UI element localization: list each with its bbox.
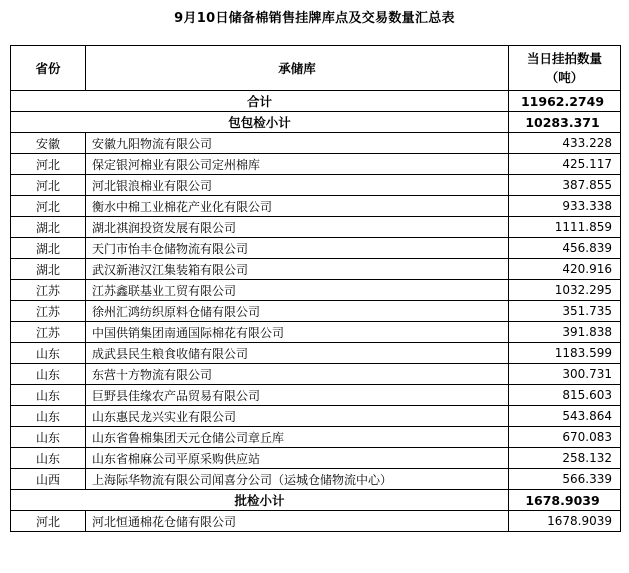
warehouse-cell: 河北恒通棉花仓储有限公司 xyxy=(86,511,509,532)
province-cell: 河北 xyxy=(11,154,86,175)
warehouse-cell: 巨野县佳缘农产品贸易有限公司 xyxy=(86,385,509,406)
warehouse-cell: 湖北祺润投资发展有限公司 xyxy=(86,217,509,238)
warehouse-cell: 山东省鲁棉集团天元仓储公司章丘库 xyxy=(86,427,509,448)
total-label: 合计 xyxy=(11,91,509,112)
table-row xyxy=(11,448,621,469)
header-quantity-line1: 当日挂拍数量 xyxy=(526,51,602,66)
province-cell: 湖北 xyxy=(11,238,86,259)
quantity-cell: 351.735 xyxy=(509,301,621,322)
warehouse-cell: 山东惠民龙兴实业有限公司 xyxy=(86,406,509,427)
province-cell: 江苏 xyxy=(11,280,86,301)
province-cell: 山东 xyxy=(11,406,86,427)
quantity-cell: 433.228 xyxy=(509,133,621,154)
table-row xyxy=(11,406,621,427)
quantity-cell: 300.731 xyxy=(509,364,621,385)
table-row xyxy=(11,238,621,259)
warehouse-cell: 安徽九阳物流有限公司 xyxy=(86,133,509,154)
header-province: 省份 xyxy=(11,46,86,91)
province-cell: 山东 xyxy=(11,343,86,364)
province-cell: 江苏 xyxy=(11,322,86,343)
subtotal-row xyxy=(11,112,621,133)
subtotal-value: 10283.371 xyxy=(509,112,621,133)
quantity-cell: 1183.599 xyxy=(509,343,621,364)
header-quantity-line2: （吨） xyxy=(545,70,584,85)
table-row xyxy=(11,196,621,217)
warehouse-cell: 河北银浪棉业有限公司 xyxy=(86,175,509,196)
province-cell: 河北 xyxy=(11,196,86,217)
quantity-cell: 1111.859 xyxy=(509,217,621,238)
warehouse-cell: 东营十方物流有限公司 xyxy=(86,364,509,385)
table-row xyxy=(11,343,621,364)
quantity-cell: 258.132 xyxy=(509,448,621,469)
table-row xyxy=(11,301,621,322)
table-row xyxy=(11,154,621,175)
province-cell: 山西 xyxy=(11,469,86,490)
summary-table xyxy=(10,45,621,532)
page-title: 9月10日储备棉销售挂牌库点及交易数量汇总表 xyxy=(174,11,455,26)
quantity-cell: 543.864 xyxy=(509,406,621,427)
province-cell: 湖北 xyxy=(11,259,86,280)
warehouse-cell: 成武县民生粮食收储有限公司 xyxy=(86,343,509,364)
total-row xyxy=(11,91,621,112)
warehouse-cell: 衡水中棉工业棉花产业化有限公司 xyxy=(86,196,509,217)
quantity-cell: 815.603 xyxy=(509,385,621,406)
warehouse-cell: 上海际华物流有限公司闻喜分公司（运城仓储物流中心） xyxy=(86,469,509,490)
table-row xyxy=(11,133,621,154)
warehouse-cell: 中国供销集团南通国际棉花有限公司 xyxy=(86,322,509,343)
quantity-cell: 387.855 xyxy=(509,175,621,196)
quantity-cell: 425.117 xyxy=(509,154,621,175)
quantity-cell: 1032.295 xyxy=(509,280,621,301)
table-row xyxy=(11,364,621,385)
quantity-cell: 670.083 xyxy=(509,427,621,448)
subtotal-value: 1678.9039 xyxy=(509,490,621,511)
quantity-cell: 1678.9039 xyxy=(509,511,621,532)
subtotal-label: 包包检小计 xyxy=(11,112,509,133)
header-warehouse: 承储库 xyxy=(86,46,509,91)
province-cell: 山东 xyxy=(11,385,86,406)
quantity-cell: 933.338 xyxy=(509,196,621,217)
province-cell: 湖北 xyxy=(11,217,86,238)
table-row xyxy=(11,217,621,238)
total-value: 11962.2749 xyxy=(509,91,621,112)
subtotal-row xyxy=(11,490,621,511)
warehouse-cell: 山东省棉麻公司平原采购供应站 xyxy=(86,448,509,469)
subtotal-label: 批检小计 xyxy=(11,490,509,511)
province-cell: 安徽 xyxy=(11,133,86,154)
table-row xyxy=(11,511,621,532)
province-cell: 河北 xyxy=(11,175,86,196)
table-row xyxy=(11,259,621,280)
header-row xyxy=(11,46,621,91)
table-row xyxy=(11,322,621,343)
quantity-cell: 420.916 xyxy=(509,259,621,280)
table-row xyxy=(11,175,621,196)
warehouse-cell: 天门市怡丰仓储物流有限公司 xyxy=(86,238,509,259)
warehouse-cell: 武汉新港汉江集装箱有限公司 xyxy=(86,259,509,280)
province-cell: 河北 xyxy=(11,511,86,532)
quantity-cell: 566.339 xyxy=(509,469,621,490)
table-row xyxy=(11,385,621,406)
warehouse-cell: 徐州汇鸿纺织原料仓储有限公司 xyxy=(86,301,509,322)
table-row xyxy=(11,280,621,301)
province-cell: 山东 xyxy=(11,364,86,385)
quantity-cell: 456.839 xyxy=(509,238,621,259)
warehouse-cell: 保定银河棉业有限公司定州棉库 xyxy=(86,154,509,175)
table-row xyxy=(11,427,621,448)
province-cell: 江苏 xyxy=(11,301,86,322)
table-row xyxy=(11,469,621,490)
warehouse-cell: 江苏鑫联基业工贸有限公司 xyxy=(86,280,509,301)
quantity-cell: 391.838 xyxy=(509,322,621,343)
province-cell: 山东 xyxy=(11,427,86,448)
header-quantity xyxy=(509,46,621,91)
province-cell: 山东 xyxy=(11,448,86,469)
